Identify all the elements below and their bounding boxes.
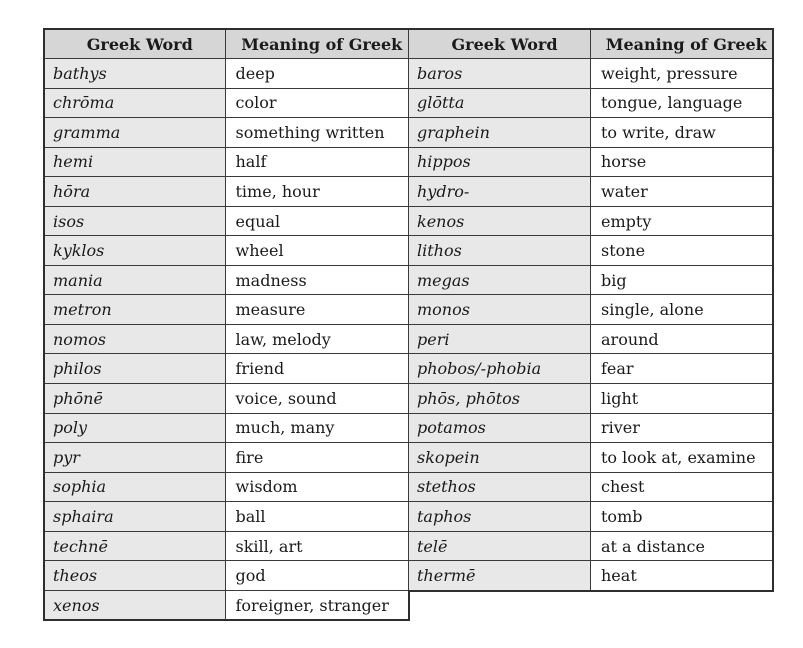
greek-word-cell: lithos <box>409 236 591 266</box>
greek-word-cell: hōra <box>44 177 225 207</box>
greek-word-cell: hippos <box>409 147 591 177</box>
table-row <box>44 531 409 561</box>
greek-word-cell: bathys <box>44 59 225 89</box>
table-row <box>409 59 773 89</box>
greek-word-cell: hemi <box>44 147 225 177</box>
greek-word-cell: philos <box>44 354 225 384</box>
meaning-cell: river <box>591 413 773 443</box>
table-row <box>409 206 773 236</box>
meaning-cell: foreigner, stranger <box>225 590 409 620</box>
table-row <box>409 354 773 384</box>
greek-words-table-right <box>408 28 774 592</box>
meaning-cell: light <box>591 384 773 414</box>
meaning-cell: law, melody <box>225 324 409 354</box>
table-row <box>409 118 773 148</box>
meaning-cell: weight, pressure <box>591 59 773 89</box>
table-row <box>44 118 409 148</box>
table-row <box>44 590 409 620</box>
greek-word-cell: graphein <box>409 118 591 148</box>
greek-words-table-left <box>43 28 410 621</box>
table-row <box>409 384 773 414</box>
table-row <box>44 147 409 177</box>
greek-word-cell: metron <box>44 295 225 325</box>
greek-word-cell: hydro- <box>409 177 591 207</box>
table-row <box>409 561 773 591</box>
greek-word-cell: kenos <box>409 206 591 236</box>
meaning-cell: at a distance <box>591 531 773 561</box>
meaning-cell: water <box>591 177 773 207</box>
meaning-cell: friend <box>225 354 409 384</box>
meaning-cell: wisdom <box>225 472 409 502</box>
table-header-row <box>44 29 409 59</box>
meaning-cell: time, hour <box>225 177 409 207</box>
meaning-cell: horse <box>591 147 773 177</box>
table-row <box>44 295 409 325</box>
column-header-meaning: Meaning of Greek <box>225 29 409 59</box>
table-body-left <box>44 59 409 621</box>
column-header-meaning: Meaning of Greek <box>591 29 773 59</box>
table-row <box>44 88 409 118</box>
meaning-cell: stone <box>591 236 773 266</box>
meaning-cell: around <box>591 324 773 354</box>
greek-word-cell: technē <box>44 531 225 561</box>
meaning-cell: single, alone <box>591 295 773 325</box>
table-row <box>44 177 409 207</box>
table-body-right <box>409 59 773 591</box>
table-row <box>44 59 409 89</box>
meaning-cell: equal <box>225 206 409 236</box>
table-row <box>44 236 409 266</box>
greek-word-cell: peri <box>409 324 591 354</box>
table-row <box>409 443 773 473</box>
table-row <box>44 413 409 443</box>
meaning-cell: measure <box>225 295 409 325</box>
greek-word-cell: isos <box>44 206 225 236</box>
meaning-cell: tongue, language <box>591 88 773 118</box>
meaning-cell: big <box>591 265 773 295</box>
greek-word-cell: poly <box>44 413 225 443</box>
meaning-cell: ball <box>225 502 409 532</box>
table-row <box>44 384 409 414</box>
greek-word-cell: taphos <box>409 502 591 532</box>
meaning-cell: color <box>225 88 409 118</box>
greek-word-cell: xenos <box>44 590 225 620</box>
meaning-cell: chest <box>591 472 773 502</box>
table-row <box>409 265 773 295</box>
table-row <box>409 324 773 354</box>
greek-word-cell: glōtta <box>409 88 591 118</box>
table-row <box>409 502 773 532</box>
column-header-greek-word: Greek Word <box>409 29 591 59</box>
meaning-cell: empty <box>591 206 773 236</box>
meaning-cell: voice, sound <box>225 384 409 414</box>
meaning-cell: to look at, examine <box>591 443 773 473</box>
meaning-cell: something written <box>225 118 409 148</box>
table-header-row <box>409 29 773 59</box>
greek-word-cell: pyr <box>44 443 225 473</box>
column-header-greek-word: Greek Word <box>44 29 225 59</box>
meaning-cell: wheel <box>225 236 409 266</box>
greek-word-cell: stethos <box>409 472 591 502</box>
greek-word-cell: phōnē <box>44 384 225 414</box>
table-row <box>44 265 409 295</box>
greek-word-cell: theos <box>44 561 225 591</box>
meaning-cell: heat <box>591 561 773 591</box>
table-row <box>44 472 409 502</box>
meaning-cell: to write, draw <box>591 118 773 148</box>
table-row <box>44 561 409 591</box>
meaning-cell: half <box>225 147 409 177</box>
meaning-cell: fear <box>591 354 773 384</box>
greek-word-cell: baros <box>409 59 591 89</box>
greek-word-cell: gramma <box>44 118 225 148</box>
greek-word-cell: chrōma <box>44 88 225 118</box>
greek-word-cell: thermē <box>409 561 591 591</box>
meaning-cell: much, many <box>225 413 409 443</box>
table-row <box>409 472 773 502</box>
table-row <box>409 177 773 207</box>
greek-word-cell: telē <box>409 531 591 561</box>
meaning-cell: fire <box>225 443 409 473</box>
table-row <box>409 295 773 325</box>
table-row <box>409 88 773 118</box>
greek-word-cell: sphaira <box>44 502 225 532</box>
greek-word-cell: mania <box>44 265 225 295</box>
greek-word-cell: sophia <box>44 472 225 502</box>
table-row <box>44 206 409 236</box>
greek-word-cell: monos <box>409 295 591 325</box>
greek-word-cell: skopein <box>409 443 591 473</box>
table-row <box>409 236 773 266</box>
table-row <box>409 413 773 443</box>
greek-word-cell: potamos <box>409 413 591 443</box>
table-row <box>409 531 773 561</box>
meaning-cell: skill, art <box>225 531 409 561</box>
greek-word-cell: phōs, phōtos <box>409 384 591 414</box>
table-row <box>409 147 773 177</box>
greek-word-cell: megas <box>409 265 591 295</box>
meaning-cell: tomb <box>591 502 773 532</box>
greek-word-cell: kyklos <box>44 236 225 266</box>
meaning-cell: madness <box>225 265 409 295</box>
table-row <box>44 502 409 532</box>
greek-word-cell: nomos <box>44 324 225 354</box>
meaning-cell: god <box>225 561 409 591</box>
greek-word-cell: phobos/-phobia <box>409 354 591 384</box>
table-row <box>44 324 409 354</box>
table-row <box>44 443 409 473</box>
meaning-cell: deep <box>225 59 409 89</box>
table-row <box>44 354 409 384</box>
